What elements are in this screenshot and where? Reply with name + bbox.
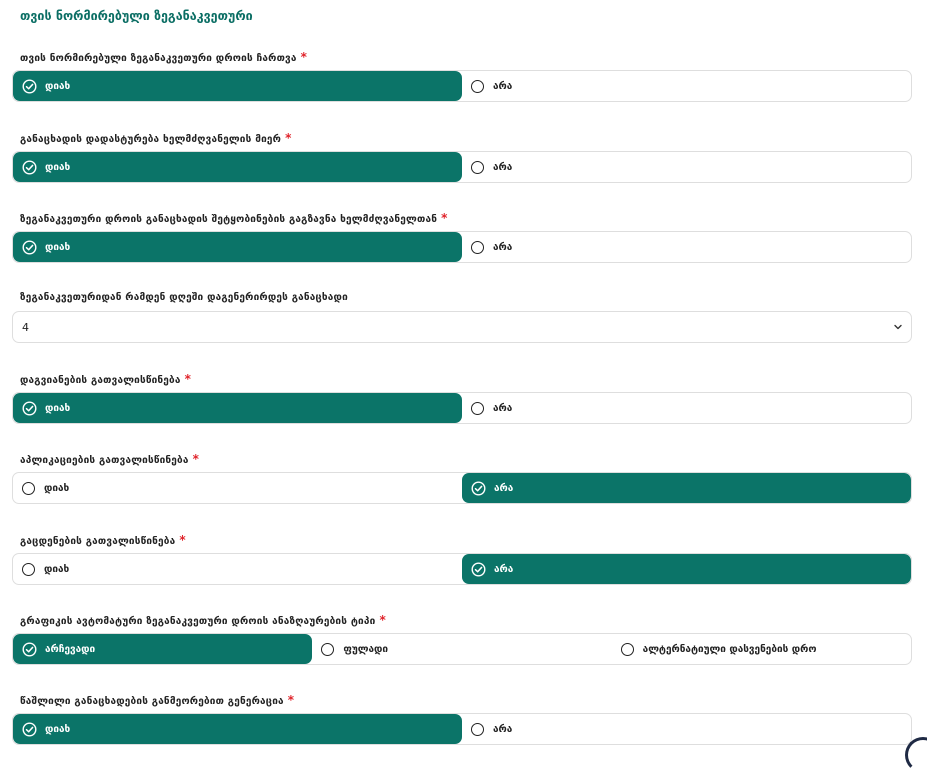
field-label [20,612,912,628]
option-label: დიახ [45,723,71,735]
field-label [20,371,912,387]
check-circle-icon [22,642,37,657]
floating-widget-edge[interactable] [905,737,927,773]
option-no[interactable] [462,714,911,744]
check-circle-icon [22,240,37,255]
radio-empty-icon [471,241,484,254]
field-manager-confirmation [12,130,912,183]
option-no[interactable] [462,152,911,182]
field-label [20,130,912,146]
select-value: 4 [22,320,29,334]
option-label: არა [493,80,513,92]
segmented-control [12,553,912,585]
required-asterisk: * [287,693,295,707]
segmented-control [12,392,912,424]
option-label: არჩევადი [45,643,96,655]
option-yes[interactable] [13,554,462,584]
field-label [20,692,912,708]
option-label: დიახ [45,80,71,92]
option-selectable[interactable] [13,634,312,664]
chevron-down-icon [893,322,903,332]
field-label [20,532,912,548]
label-text: გაცდენების გათვალისწინება [20,536,176,547]
option-no[interactable] [462,393,911,423]
field-absences-consideration [12,532,912,585]
segmented-control [12,151,912,183]
radio-empty-icon [621,643,634,656]
option-monetary[interactable] [312,634,611,664]
radio-empty-icon [471,80,484,93]
days-select[interactable] [12,311,912,343]
label-text: წაშლილი განაცხადების განმეორებით გენერაცია [20,696,284,707]
segmented-control [12,472,912,504]
option-alternative-rest[interactable] [612,634,911,664]
field-label [20,49,912,65]
required-asterisk: * [285,131,292,145]
required-asterisk: * [379,613,386,627]
option-label: არა [494,563,514,575]
required-asterisk: * [184,372,192,386]
check-circle-icon [471,562,486,577]
option-label: დიახ [45,402,71,414]
field-applications-consideration [12,451,912,504]
option-no[interactable] [462,554,911,584]
option-label: დიახ [45,161,71,173]
option-label: ალტერნატიული დასვენების დრო [642,643,817,655]
radio-empty-icon [22,563,35,576]
check-circle-icon [471,481,486,496]
segmented-control [12,231,912,263]
option-label: დიახ [44,563,70,575]
option-no[interactable] [462,473,911,503]
required-asterisk: * [441,211,448,225]
option-yes[interactable] [13,232,462,262]
option-label: არა [493,161,513,173]
option-label: არა [494,482,514,494]
option-yes[interactable] [13,71,462,101]
label-text: ზეგანაკვეთურიდან რამდენ დღეში დაგენერირდეს განაცხადი [20,292,348,303]
option-label: დიახ [45,241,71,253]
option-label: არა [493,402,513,414]
field-label [20,451,912,467]
section-title: თვის ნორმირებული ზეგანაკვეთური [20,8,253,23]
option-yes[interactable] [13,714,462,744]
field-compensation-type [12,612,912,665]
segmented-control [12,70,912,102]
option-label: ფულადი [343,643,389,655]
field-generation-days [12,290,912,343]
label-text: ზეგანაკვეთური დროის განაცხადის შეტყობინების გაგზავნა ხელმძღვანელთან [20,214,438,225]
check-circle-icon [22,401,37,416]
check-circle-icon [22,722,37,737]
label-text: დაგვიანების გათვალისწინება [20,375,181,386]
radio-empty-icon [471,402,484,415]
option-no[interactable] [462,71,911,101]
check-circle-icon [22,79,37,94]
radio-empty-icon [471,723,484,736]
label-text: განაცხადის დადასტურება ხელმძღვანელის მიერ [20,134,282,145]
radio-empty-icon [471,161,484,174]
field-label [20,290,912,306]
required-asterisk: * [179,533,186,547]
required-asterisk: * [192,452,200,466]
required-asterisk: * [300,50,308,64]
option-yes[interactable] [13,152,462,182]
check-circle-icon [22,160,37,175]
option-yes[interactable] [13,393,462,423]
field-label [20,210,912,226]
field-lateness-consideration [12,371,912,424]
radio-empty-icon [321,643,334,656]
segmented-control [12,633,912,665]
field-overtime-enable [12,49,912,102]
label-text: თვის ნორმირებული ზეგანაკვეთური დროის ჩართვა [20,53,297,64]
label-text: აპლიკაციების გათვალისწინება [20,455,189,466]
option-label: არა [493,241,513,253]
option-yes[interactable] [13,473,462,503]
option-label: არა [493,723,513,735]
field-regenerate-deleted [12,692,912,745]
label-text: გრაფიკის ავტომატური ზეგანაკვეთური დროის ანაზღაურების ტიპი [20,616,376,627]
segmented-control [12,713,912,745]
field-notify-manager [12,210,912,263]
option-label: დიახ [44,482,70,494]
option-no[interactable] [462,232,911,262]
radio-empty-icon [22,482,35,495]
